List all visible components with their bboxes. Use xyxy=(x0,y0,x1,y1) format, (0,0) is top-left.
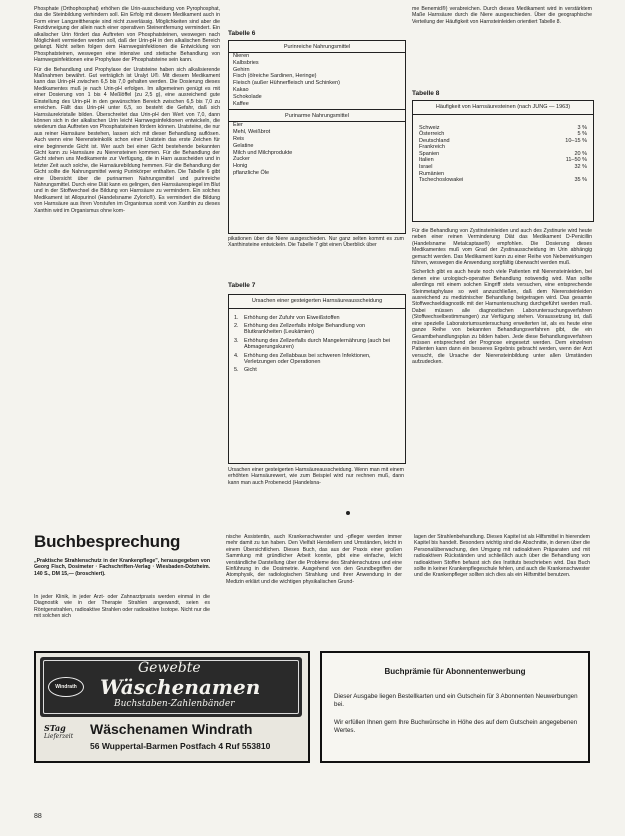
middle-text-after-table6: pikationen über die Niere ausgeschieden. Nur ganz selten kommt es zum Xanthinsteine entwickeln. Die Tabelle 7 gibt einen Überblick über xyxy=(228,236,404,249)
company-name: Wäschenamen Windrath xyxy=(90,721,253,737)
list-item: Schokolade xyxy=(233,93,262,100)
list-item: Kalbsbries xyxy=(233,59,259,66)
left-paragraph-1: Phosphate (Orthophosphat) erhöhen die Urin-ausscheidung von Pyrophosphat, das die Steinbildung verhindern soll. Ein Erfolg mit diesem Medikament auch in Form einer Langzeittherapie sind nicht zuverlässig. Möglichkeiten sind aber die Rezidivneigung der allein nach einer operativen Steinentfernung vermindert. Ein alkalischer Urin fördert das Auftreten von Phosphatsteinen, weswegen nach Möglichkeit vermieden werden soll, daß der Urin-pH in den alkalischen Bereich gelangt. Nicht selten folgen dem Harnwegsinfektionen die Entwicklung von Phosphatsteinen, weswegen eine intensive und stetische Behandlung von Harnwegsinfektionen eine Prophylaxe der Phosphatsteine sein kann. xyxy=(34,6,220,64)
table-row xyxy=(413,157,593,164)
book-review-citation: „Praktische Strahlenschutz in der Krankenpflege", herausgegeben von Georg Fisch, Dosimeter · Fachschriften-Verlag · Wiesbaden-Dotzheim. 140 S., DM 15,— (broschiert). xyxy=(34,558,210,577)
ad-banner xyxy=(40,657,302,717)
row-text: Erhöhung der Zufuhr von Eiweißstoffen xyxy=(244,314,340,321)
row-number: 1. xyxy=(234,314,239,321)
table-row xyxy=(413,164,593,171)
country: Frankreich xyxy=(419,144,445,151)
row-text: Erhöhung des Zellabbaus bei schweren Infektionen, Verletzungen oder Operationen xyxy=(244,352,371,365)
row-text: Erhöhung des Zellzerfalls infolge Behandlung von Blutkrankheiten (Leukämien) xyxy=(244,322,366,336)
table6-group1-list xyxy=(229,53,405,107)
script-sub: Buchstaben-Zahlenbänder xyxy=(114,699,235,709)
value: 10–15 % xyxy=(565,137,587,144)
table8-header: Häufigkeit von Harnsäuresteinen (nach JUNG — 1963) xyxy=(413,101,593,115)
script-title: Gewebte xyxy=(138,660,201,676)
book-review-col1: In jeder Klinik, in jeder Arzt- oder Zahnarztpraxis werden einmal in die Diagnostik wie in der Therapie Strahlen angewandt, seien es Röntgenstrahlen, radioaktive Strahlen oder radioaktive Isotope. Nicht nur die mit solchen sich xyxy=(34,594,210,620)
table-row xyxy=(413,171,593,178)
row-text: Gicht xyxy=(244,367,257,374)
ad-waeschenamen xyxy=(34,651,310,763)
brand-tag-2: Lieferzeit xyxy=(44,733,74,740)
country: Italien xyxy=(419,157,434,164)
value: 35 % xyxy=(574,177,587,184)
list-item: Fisch (ölreiche Sardinen, Heringe) xyxy=(233,73,317,80)
windrath-logo xyxy=(48,677,84,697)
ad-buchpraemie-line1: Dieser Ausgabe liegen Bestellkarten und ein Gutschein für 3 Abonnenten Neuwerbungen bei. xyxy=(334,693,578,708)
value: 5 % xyxy=(577,131,587,138)
right-column xyxy=(412,228,592,369)
page-number: 88 xyxy=(34,813,42,820)
table-row xyxy=(229,338,405,351)
country: Israel xyxy=(419,164,433,171)
list-item: Nieren xyxy=(233,53,250,59)
table7-title: Tabelle 7 xyxy=(228,282,256,289)
row-number: 2. xyxy=(234,322,239,329)
row-number: 4. xyxy=(234,352,239,359)
table-row xyxy=(229,323,405,336)
value: 20 % xyxy=(574,150,587,157)
left-paragraph-2: Für die Behandlung und Prophylaxe der Uratsteine haben sich alkalisierende Maßnahmen bewährt. Gut verträglich ist Uralyt U®. Mit diesem Medikament kann das Urin-pH zwischen 6,5 bis 7,0 gehalten werden. Die Dosierung dieses Medikamentes muß je nach Urin-pH erfolgen. Im allgemeinen genügt es mit einer Dosierung von 1 bis 4 Meßlöffel (zu 2,5 g), eine ausreichend gute Einstellung des Urin-pH in den gewünschten Bereich zwischen 6,5 bis 7,0 zu erreichen. Fällt das Urin-pH unter 6,5, so besteht die Gefahr, daß sich Harnsäurekristalle bilden. Überschreitet das Urin-pH den Wert von 7,0, dann können sich in der alkalischen Urin leicht Harnwegsinfektionen entwickeln, die wiederum das Auftreten von Phosphatsteinen fördern können. Uratsteine, die nur aus reiner Harnsäure bestehen, lassen sich mit dieser Behandlung auflösen. Auch wenn eine Nierensteinkolik schon einer Uratstein das erste Zeichen für eine beginnende Gicht ist. Wer auch bei einer Gicht bestehende bekannten Gicht kann zu Harnsäure zu Nierensteinen kommen. Für die Behandlung der Gicht stehen uns Medikamente zur Verfügung, die in Harn ausscheiden und in letzter Zeit auch solche, die Harnsäurebildung hemmen. Für die Behandlung der Gicht sollte die Nahrungsmittel wenig Purinkörper enthalten. Die Tabelle 6 gibt eine Übersicht über die purinarmen Nahrungsmittel und purinreiche Nahrungsmittel. Durch eine Diät kann es gelingen, den Harnsäurespiegel im Blut und in der Stoffwechsel die Bildung von Harnsäure zu vermindern. Ein solches Medikament ist Allopurinol (Handelsname Zyloric®). Es vermindert die Bildung von Harnsäure aus ihren Vorstufen im Organismus somit von Xanthin zu dieses Xanthin wird im Organismus ohne kom- xyxy=(34,66,220,214)
book-review-col3: lagen der Strahlenbehandlung. Dieses Kapitel ist als Hilfsmittel in hierendem Kapitel bis handelt. Besonders wichtig sind die Abschnitte, in denen über die Personalüberwachung, den Umgang mit radioaktiven Präparaten und mit radioaktiven Rückständen und schließlich auch über die Behandlung von radioaktiven Stoffen befasst sich des Instituts beschrieben wird. Das Buch sollte in keiner Krankenpflegeschule fehlen, und auch die Krankenschwester und die Krankenpfleger sollten sich dies als ein Hilfsmittel benutzen. xyxy=(414,534,590,579)
list-item: Kakao xyxy=(233,86,249,93)
table-row xyxy=(413,151,593,158)
list-item: Kaffee xyxy=(233,100,249,107)
table7-header: Ursachen einer gesteigerten Harnsäureausscheidung xyxy=(229,295,405,309)
table-row xyxy=(229,315,405,321)
middle-text-after-table7: Ursachen einer gesteigerten Harnsäureausscheidung. Wenn man mit einem erhöhten Harnsäurewert, wie zum Beispiel wird nur rechnen muß, dann kann man auch Probenecid (Handelsna- xyxy=(228,467,404,486)
value: 3 % xyxy=(577,124,587,131)
list-item: Gehirn xyxy=(233,66,250,73)
list-item: Mehl, Weißbrot xyxy=(233,129,271,136)
table-row xyxy=(229,353,405,366)
country: Rumänien xyxy=(419,170,445,177)
table7 xyxy=(228,294,406,464)
list-item: Eier xyxy=(233,122,243,129)
company-address: 56 Wuppertal-Barmen Postfach 4 Ruf 553810 xyxy=(90,741,271,751)
left-column xyxy=(34,6,220,217)
list-item: Honig xyxy=(233,163,248,170)
table-row xyxy=(413,138,593,145)
list-item: pflanzliche Öle xyxy=(233,169,270,176)
value: 11–50 % xyxy=(565,157,587,164)
list-item: Gelatine xyxy=(233,142,254,149)
table6-title: Tabelle 6 xyxy=(228,30,256,37)
row-text: Erhöhung des Zellzerfalls durch Mangelernährung (auch bei Abmagerungskuren) xyxy=(244,337,391,351)
table-row xyxy=(413,131,593,138)
table8 xyxy=(412,100,594,222)
country: Österreich xyxy=(419,131,445,138)
table6-group1-header: Purinreiche Nahrungsmittel xyxy=(229,41,405,53)
row-number: 5. xyxy=(234,367,239,374)
list-item: Milch und Milchprodukte xyxy=(233,149,293,156)
table8-title: Tabelle 8 xyxy=(412,90,440,97)
logo-text: Windrath xyxy=(55,684,77,690)
right-top-text: me Benemid®) verabreichen. Durch dieses Medikament wird in verstärktem Maße Harnsäure durch die Niere ausgeschieden. Über die geographische Verteilung der Häufigkeit von Harnsteinleiden orientiert Tabelle 8. xyxy=(412,6,592,25)
row-number: 3. xyxy=(234,337,239,344)
book-review-col2: nische Assistentin, auch Krankenschwester und -pfleger werden immer mehr damit zu tun haben. Den Vielfalt Herstellern und Umständen, leicht in einem Übersichtlichen. Dieses Buch, das aus der Praxis einer großen Sammlung mit gründlicher Arbeit konnte, gibt eine einfache, leicht verständliche Darstellung über die Probleme des Strahlenschutzes und eine Einführung in die Dosimetrie. Ausgehend von den Grundbegriffen der Atomphysik, der radiologischen Strahlung und ihrer Anwendung in der Medizin erklärt und die wichtigen physikalischen Grund- xyxy=(226,534,402,585)
ad-buchpraemie-title: Buchprämie für Abonnentenwerbung xyxy=(384,667,526,676)
table6 xyxy=(228,40,406,234)
list-item: Reis xyxy=(233,135,245,142)
ad-buchpraemie xyxy=(320,651,590,763)
right-paragraph-2: Sicherlich gibt es auch heute noch viele Patienten mit Nierensteinleiden, bei denen eine urologisch-operative Behandlung notwendig wird. Man sollte allerdings mit einem solchen Eingriff stets versuchen, eine entsprechende Steinmetaphylaxe so weit anzuschließen, daß dem Nierensteinleiden ausreichend zu medizinischer Behandlung beigetragen wird. Das gesamte Stoffwechseldiagnostik mit der Harnuntersuchung durchgeführt werden muß. Dabei müssen alle diagnostischen Laboruntersuchungsverfahren (Stoffwechselbestimmungen) zur Verfügung stehen. Voraussetzung ist, daß eine spezielle Laboratoriumsuntersuchung erweiterten ist, als es heute eine ganze Reihe von bekannten Behandlungsverfahren gibt, die ein Gesamtbehandlungsplan zu bilden haben. Jede diese Behandlungsverfahren müssen entsprechend der Prognose eingesetzt werden. Dem einzelnen Patienten kann dann ein besseres Ergebnis gebracht werden, wenn der Arzt versucht, die Ursache der Nierensteinbildung unter allen Umständen aufzudecken. xyxy=(412,269,592,366)
value: 32 % xyxy=(574,164,587,171)
table6-group2-header: Purinarme Nahrungsmittel xyxy=(229,109,405,122)
right-paragraph-1: Für die Behandlung von Zystinsteinleiden und auch des Zystinurie wird heute neben einer reinen Verminderung Diät das Medikament D-Penicillin (Handelsname Metalcaptase®) empfohlen. Die Dosierung dieses Medikamentes muß vom Grad der Zystinausscheidung im Urin abhängig gemacht werden. Das Medikament kann zu einer Reihe von Nebenwirkungen führen, weswegen die Anwendung sorgfältig überwacht werden muß. xyxy=(412,228,592,267)
country: Tschechoslowakei xyxy=(419,177,464,184)
table6-group2-list xyxy=(229,122,405,176)
country: Deutschland xyxy=(419,137,450,144)
table-row xyxy=(229,367,405,373)
country: Spanien xyxy=(419,150,440,157)
script-main: Wäschenamen xyxy=(100,675,261,699)
table-row xyxy=(413,144,593,151)
country: Schweiz xyxy=(419,124,440,131)
table-row xyxy=(413,177,593,184)
list-item: Fleisch (außer Hühnerfleisch und Schinken) xyxy=(233,80,340,87)
book-review-heading: Buchbesprechung xyxy=(34,532,181,551)
separator-dot xyxy=(346,511,350,515)
ad-buchpraemie-line2: Wir erfüllen Ihnen gern Ihre Buchwünsche in Höhe des auf dem Gutschein angegebenen Wertes. xyxy=(334,719,578,734)
list-item: Zucker xyxy=(233,156,250,163)
brand-tag: STag xyxy=(44,723,66,733)
